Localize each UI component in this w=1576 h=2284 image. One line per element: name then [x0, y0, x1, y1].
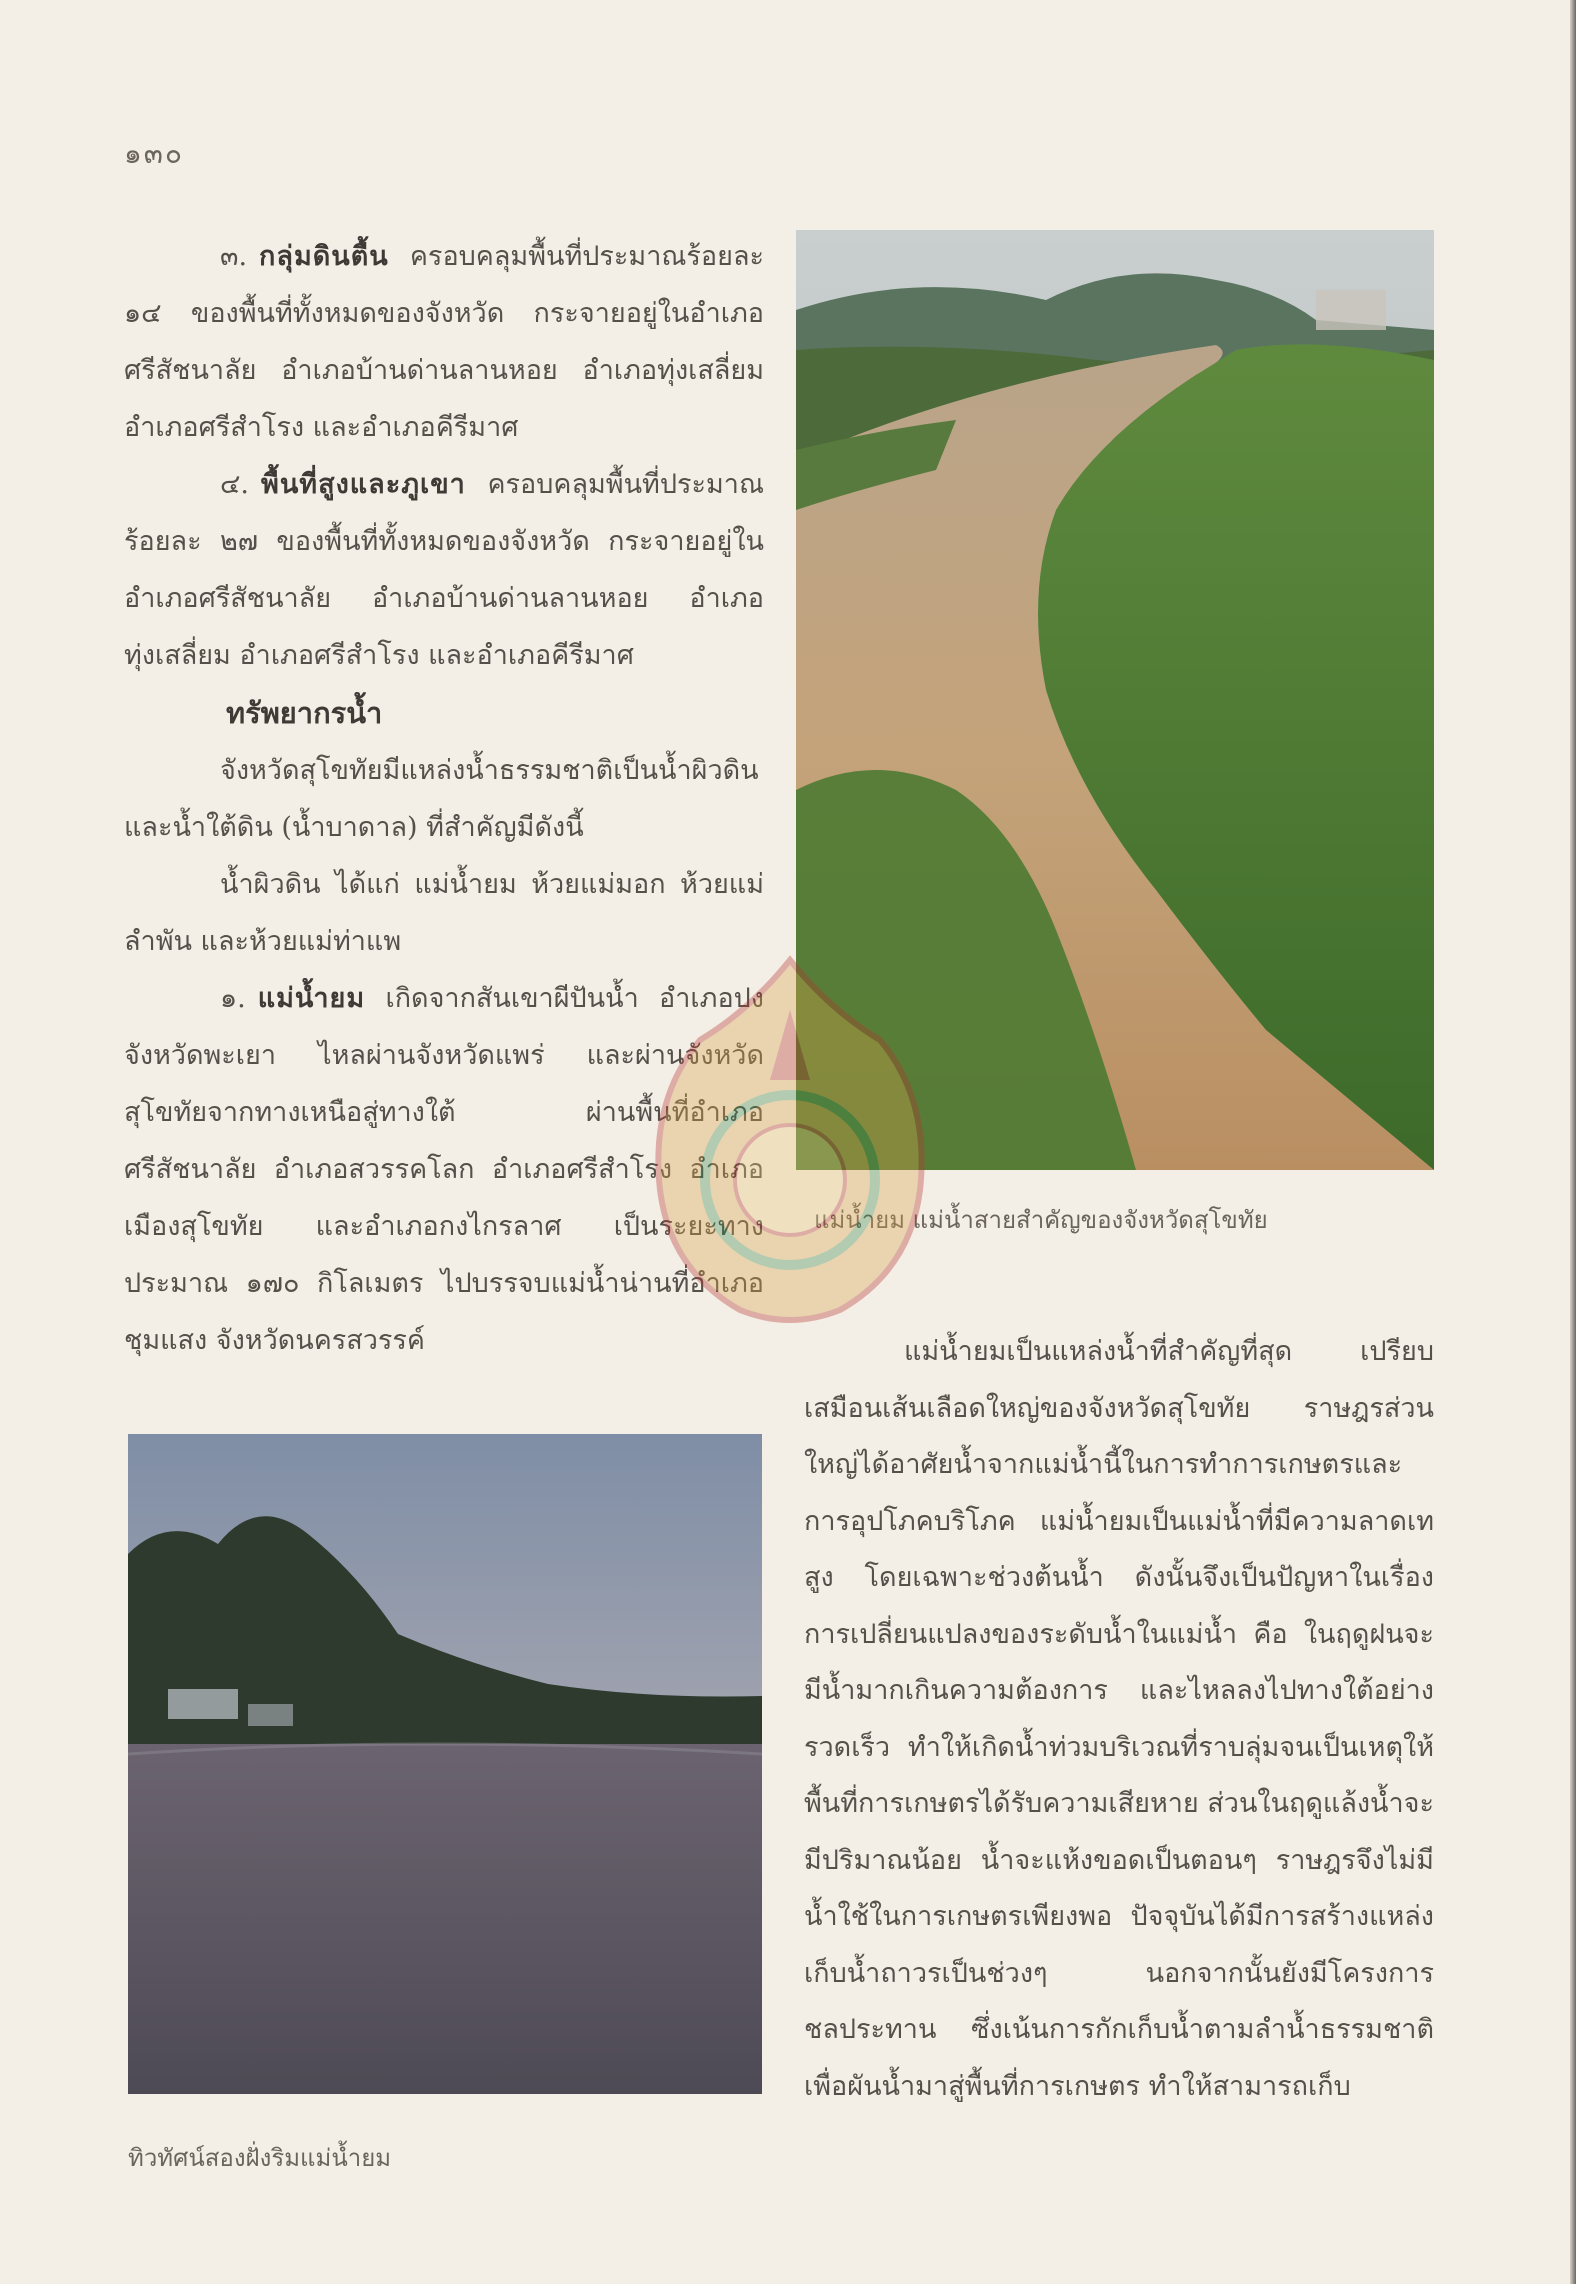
paragraph-yom-river: ๑. แม่น้ำยม เกิดจากสันเขาผีปันน้ำ อำเภอปง จังหวัดพะเยา ไหลผ่านจังหวัดแพร่ และผ่านจังหวัดสุโขทัยจากทางเหนือสู่ทางใต้ ผ่านพื้นที่อำเภอศรีสัชนาลัย อำเภอสวรรคโลก อำเภอศรีสำโรง อำเภอเมืองสุโขทัย และอำเภอกงไกรลาศ เป็นระยะทางประมาณ ๑๗๐ กิโลเมตร ไปบรรจบแม่น้ำน่านที่อำเภอชุมแสง จังหวัดนครสวรรค์: [124, 983, 764, 1356]
term-highlands: พื้นที่สูงและภูเขา: [261, 469, 466, 500]
caption-yom-river: แม่น้ำยม แม่น้ำสายสำคัญของจังหวัดสุโขทัย: [814, 1206, 1268, 1234]
paragraph-shallow-soil: ๓. กลุ่มดินตื้น ครอบคลุมพื้นที่ประมาณร้อยละ ๑๔ ของพื้นที่ทั้งหมดของจังหวัด กระจายอยู่ในอำเภอศรีสัชนาลัย อำเภอบ้านด่านลานหอย อำเภอทุ่งเสลี่ยม อำเภอศรีสำโรง และอำเภอคีรีมาศ: [124, 241, 764, 443]
caption-riverbank: ทิวทัศน์สองฝั่งริมแม่น้ำยม: [128, 2144, 392, 2172]
paragraph-highlands: ๔. พื้นที่สูงและภูเขา ครอบคลุมพื้นที่ประมาณร้อยละ ๒๗ ของพื้นที่ทั้งหมดของจังหวัด กระจายอยู่ในอำเภอศรีสัชนาลัย อำเภอบ้านด่านลานหอย อำเภอทุ่งเสลี่ยม อำเภอศรีสำโรง และอำเภอคีรีมาศ: [124, 469, 764, 671]
paragraph-yom-importance: แม่น้ำยมเป็นแหล่งน้ำที่สำคัญที่สุด เปรียบเสมือนเส้นเลือดใหญ่ของจังหวัดสุโขทัย ราษฎรส่วนใหญ่ได้อาศัยน้ำจากแม่น้ำนี้ในการทำการเกษตรและการอุปโภคบริโภค แม่น้ำยมเป็นแม่น้ำที่มีความลาดเทสูง โดยเฉพาะช่วงต้นน้ำ ดังนั้นจึงเป็นปัญหาในเรื่องการเปลี่ยนแปลงของระดับน้ำในแม่น้ำ คือ ในฤดูฝนจะมีน้ำมากเกินความต้องการ และไหลลงไปทางใต้อย่างรวดเร็ว ทำให้เกิดน้ำท่วมบริเวณที่ราบลุ่มจนเป็นเหตุให้พื้นที่การเกษตรได้รับความเสียหาย ส่วนในฤดูแล้งน้ำจะมีปริมาณน้อย น้ำจะแห้งขอดเป็นตอนๆ ราษฎรจึงไม่มีน้ำใช้ในการเกษตรเพียงพอ ปัจจุบันได้มีการสร้างแหล่งเก็บน้ำถาวรเป็นช่วงๆ นอกจากนั้นยังมีโครงการชลประทาน ซึ่งเน้นการกักเก็บน้ำตามลำน้ำธรรมชาติเพื่อผันน้ำมาสู่พื้นที่การเกษตร ทำให้สามารถเก็บ: [804, 1336, 1434, 2102]
photo-riverbank: [128, 1434, 762, 2094]
watermark-seal: [640, 950, 940, 1330]
page-edge-shadow: [1570, 0, 1576, 2284]
term-yom-river: แม่น้ำยม: [257, 983, 366, 1014]
right-text-column: [804, 1324, 1434, 2115]
paragraph-water-intro: จังหวัดสุโขทัยมีแหล่งน้ำธรรมชาติเป็นน้ำผิวดิน และน้ำใต้ดิน (น้ำบาดาล) ที่สำคัญมีดังนี้: [124, 755, 759, 843]
riverbank-landscape-image: [128, 1434, 762, 2094]
section-heading-water-resources: ทรัพยากรน้ำ: [226, 696, 383, 730]
paragraph-surface-water: น้ำผิวดิน ได้แก่ แม่น้ำยม ห้วยแม่มอก ห้วยแม่ลำพัน และห้วยแม่ท่าแพ: [124, 869, 764, 957]
page-number: ๑๓๐: [124, 137, 185, 170]
term-shallow-soil: กลุ่มดินตื้น: [259, 241, 389, 272]
seal-emblem-icon: [640, 950, 940, 1330]
